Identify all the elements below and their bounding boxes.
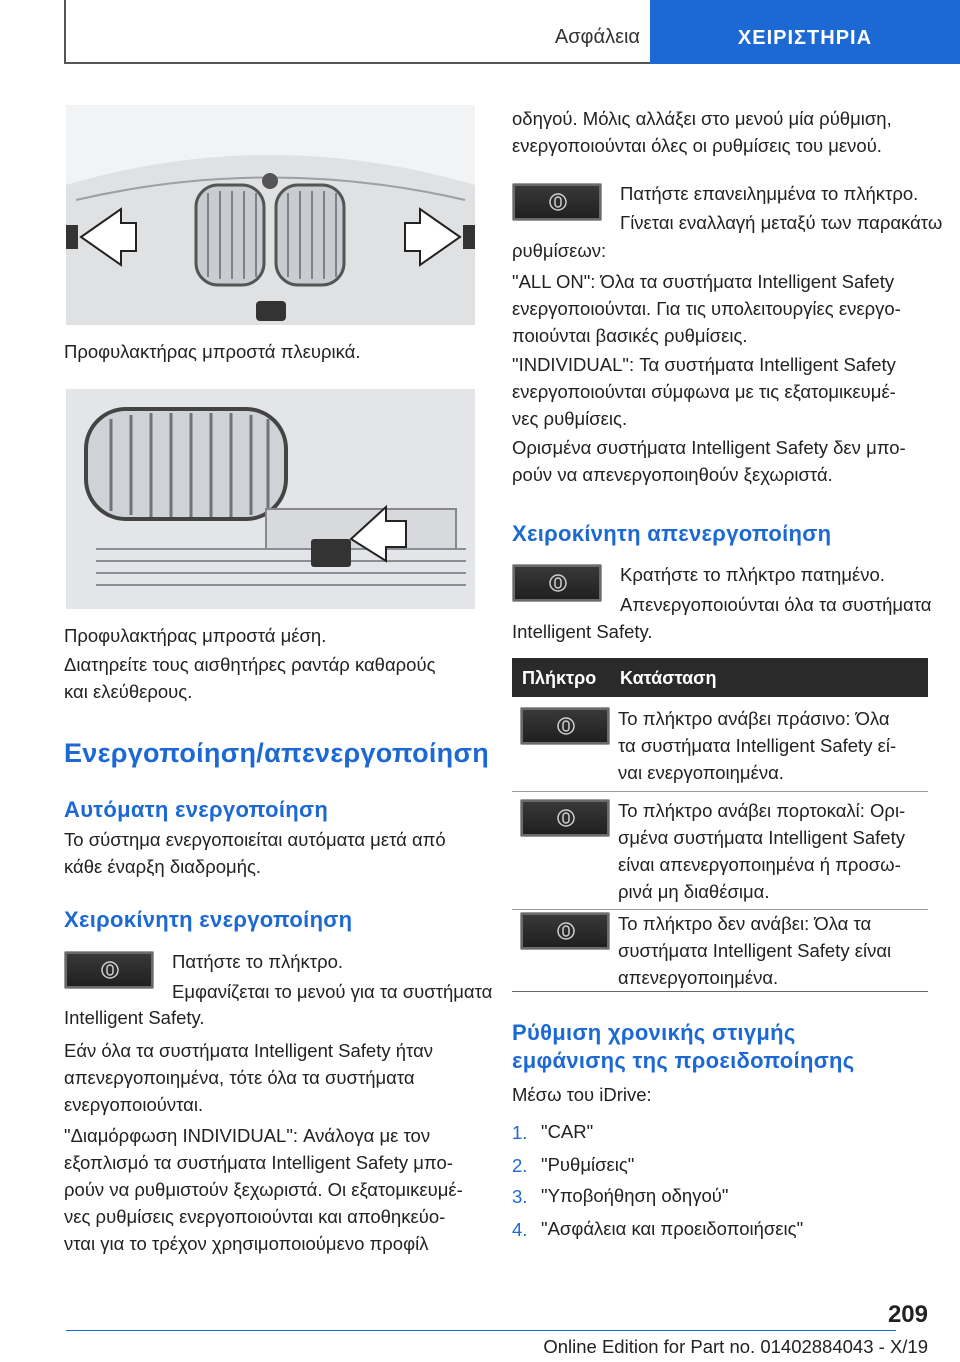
- para-individual-2: εξοπλισμό τα συστήματα Intelligent Safety μπο-: [64, 1152, 453, 1173]
- deact-all-2: Intelligent Safety.: [512, 621, 653, 642]
- table-row-2-line-4: ρινά μη διαθέσιμα.: [618, 881, 770, 902]
- heading-warning-timing-1: Ρύθμιση χρονικής στιγμής: [512, 1020, 796, 1045]
- step-number: 1.: [512, 1122, 528, 1143]
- individual-3: νες ρυθμίσεις.: [512, 408, 628, 429]
- step-label: "Ρυθμίσεις": [541, 1154, 635, 1175]
- page-number: 209: [887, 1301, 928, 1328]
- step-number: 2.: [512, 1155, 528, 1176]
- individual-2: ενεργοποιούνται σύμφωνα με τις εξατομικευμέ-: [512, 381, 896, 402]
- heading-auto-activation: Αυτόματη ενεργοποίηση: [64, 797, 329, 822]
- status-table-header: [512, 658, 928, 697]
- menu-shown-2: Intelligent Safety.: [64, 1007, 205, 1028]
- some-systems-2: ρούν να απενεργοποιηθούν ξεχωριστά.: [512, 464, 833, 485]
- table-row-2-line-2: σμένα συστήματα Intelligent Safety: [618, 827, 905, 848]
- heading-manual-activation: Χειροκίνητη ενεργοποίηση: [64, 907, 353, 932]
- footer-rule: [66, 1330, 896, 1331]
- caption-bumper-center: Προφυλακτήρας μπροστά μέση.: [64, 625, 327, 646]
- heading-warning-timing-2: εμφάνισης της προειδοποίησης: [512, 1048, 855, 1073]
- step-label: "CAR": [541, 1121, 594, 1142]
- intelligent-safety-button-icon: [512, 183, 602, 221]
- heading-activation: Ενεργοποίηση/απενεργοποίηση: [64, 738, 490, 768]
- para-all-off-3: ενεργοποιούνται.: [64, 1094, 204, 1115]
- para-all-off-1: Εάν όλα τα συστήματα Intelligent Safety ήταν: [64, 1040, 434, 1061]
- para-keep-clean-1: Διατηρείτε τους αισθητήρες ραντάρ καθαρούς: [64, 654, 436, 675]
- caption-bumper-side: Προφυλακτήρας μπροστά πλευρικά.: [64, 341, 361, 362]
- all-on-3: ποιούνται βασικές ρυθμίσεις.: [512, 325, 748, 346]
- table-row-2-line-3: είναι απενεργοποιημένα ή προσω-: [618, 854, 901, 875]
- para-individual-4: νες ρυθμίσεις ενεργοποιούνται και αποθηκεύο-: [64, 1206, 446, 1227]
- step-number: 3.: [512, 1186, 528, 1207]
- para-keep-clean-2: και ελεύθερους.: [64, 681, 193, 702]
- table-bottom-rule: [512, 991, 928, 992]
- para-cont-1: οδηγού. Μόλις αλλάξει στο μενού μία ρύθμιση,: [512, 108, 892, 129]
- intelligent-safety-button-icon: [512, 564, 602, 602]
- button-orange-icon: [520, 799, 610, 837]
- table-row-2-line-1: Το πλήκτρο ανάβει πορτοκαλί: Ορι-: [618, 800, 906, 821]
- para-auto-1: Το σύστημα ενεργοποιείται αυτόματα μετά από: [64, 829, 446, 850]
- all-on-2: ενεργοποιούνται. Για τις υπολειτουργίες ενεργο-: [512, 298, 901, 319]
- press-button-text: Πατήστε το πλήκτρο.: [172, 951, 344, 972]
- heading-manual-deactivation: Χειροκίνητη απενεργοποίηση: [512, 521, 832, 546]
- col-key-header: Πλήκτρο: [522, 668, 597, 688]
- para-individual-5: νται για το τρέχον χρησιμοποιούμενο προφίλ: [64, 1233, 429, 1254]
- header-rule-bottom: [64, 62, 650, 64]
- header-section-title: Ασφάλεια: [554, 26, 640, 48]
- table-row-3-line-3: απενεργοποιημένα.: [618, 967, 779, 988]
- table-row-1-line-1: Το πλήκτρο ανάβει πράσινο: Όλα: [618, 708, 890, 729]
- col-state-header: Κατάσταση: [620, 668, 717, 688]
- table-row-1-line-2: τα συστήματα Intelligent Safety εί-: [618, 735, 897, 756]
- menu-shown-1: Εμφανίζεται το μενού για τα συστήματα: [172, 981, 493, 1002]
- bumper-side-photo: [66, 105, 475, 325]
- table-row-3-line-2: συστήματα Intelligent Safety είναι: [618, 940, 892, 961]
- table-divider: [512, 791, 928, 792]
- para-individual-3: ρούν να ρυθμιστούν ξεχωριστά. Οι εξατομικευμέ-: [64, 1179, 463, 1200]
- via-idrive-text: Μέσω του iDrive:: [512, 1084, 652, 1105]
- toggle-text-2: ρυθμίσεων:: [512, 240, 607, 261]
- individual-1: "INDIVIDUAL": Τα συστήματα Intelligent Safety: [512, 354, 896, 375]
- bumper-center-photo: [66, 389, 475, 609]
- para-auto-2: κάθε έναρξη διαδρομής.: [64, 856, 262, 877]
- intelligent-safety-button-icon: [64, 951, 154, 989]
- para-individual-1: "Διαμόρφωση INDIVIDUAL": Ανάλογα με τον: [64, 1125, 431, 1146]
- step-label: "Υποβοήθηση οδηγού": [541, 1185, 729, 1206]
- deact-all-1: Απενεργοποιούνται όλα τα συστήματα: [620, 594, 932, 615]
- step-label: "Ασφάλεια και προειδοποιήσεις": [541, 1218, 804, 1239]
- footer-edition: Online Edition for Part no. 01402884043 - X/19: [543, 1336, 928, 1357]
- hold-button-text: Κρατήστε το πλήκτρο πατημένο.: [620, 564, 885, 585]
- step-number: 4.: [512, 1219, 528, 1240]
- some-systems-1: Ορισμένα συστήματα Intelligent Safety δεν μπο-: [512, 437, 906, 458]
- toggle-text-1: Γίνεται εναλλαγή μεταξύ των παρακάτω: [620, 212, 943, 233]
- para-cont-2: ενεργοποιούνται όλες οι ρυθμίσεις του μενού.: [512, 135, 882, 156]
- header-chapter-tab[interactable]: ΧΕΙΡΙΣΤΗΡΙΑ: [650, 0, 960, 64]
- table-row-1-line-3: ναι ενεργοποιημένα.: [618, 762, 784, 783]
- para-all-off-2: απενεργοποιημένα, τότε όλα τα συστήματα: [64, 1067, 415, 1088]
- all-on-1: "ALL ON": Όλα τα συστήματα Intelligent Safety: [512, 271, 895, 292]
- table-row-3-line-1: Το πλήκτρο δεν ανάβει: Όλα τα: [618, 913, 872, 934]
- button-green-icon: [520, 707, 610, 745]
- press-repeat-text: Πατήστε επανειλημμένα το πλήκτρο.: [620, 183, 919, 204]
- button-off-icon: [520, 912, 610, 950]
- header-rule-left: [64, 0, 66, 64]
